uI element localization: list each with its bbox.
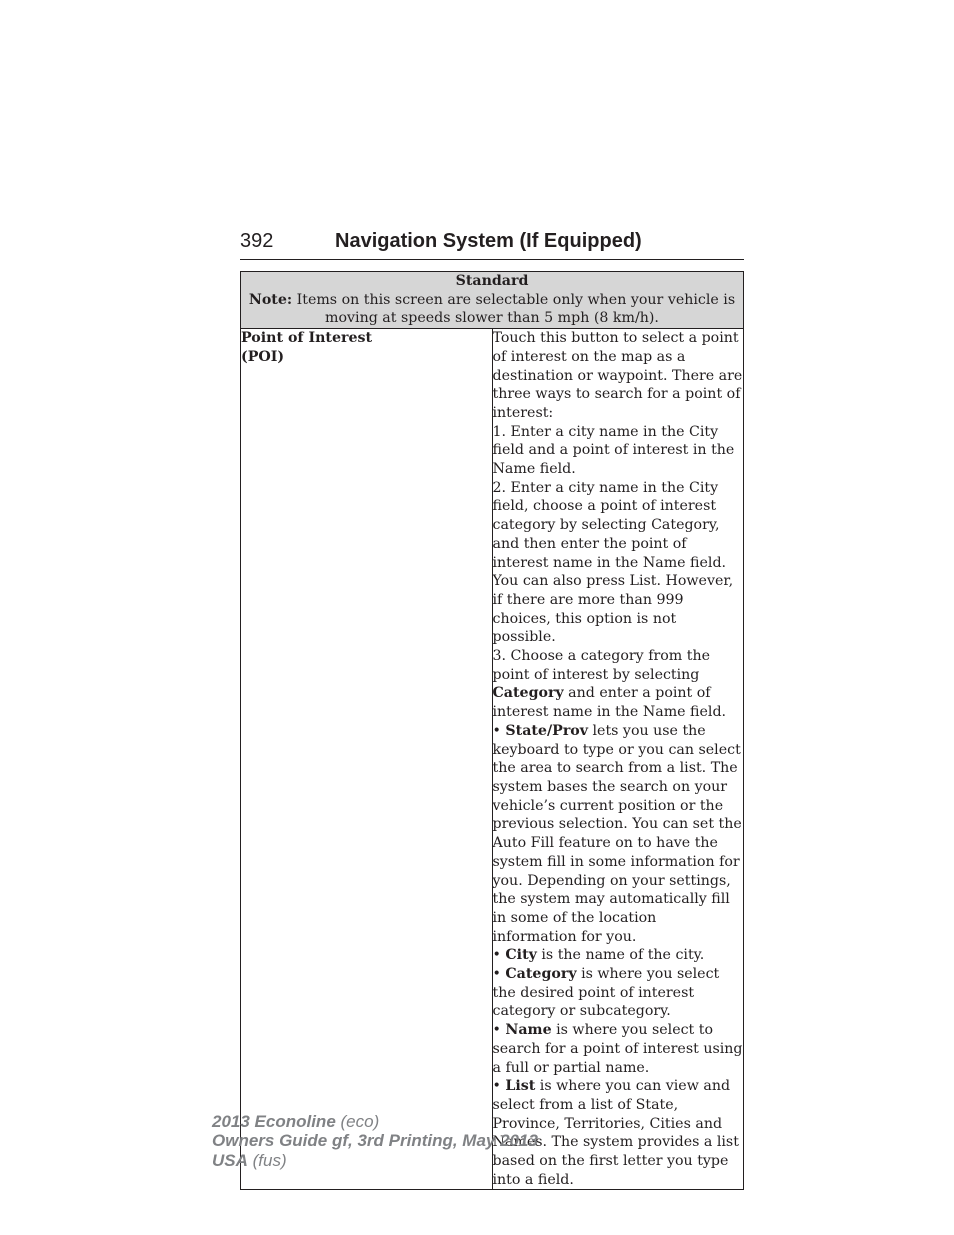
- table-header-row: [241, 272, 744, 329]
- search-way-3-text: 3. Choose a category from the point of interest by selecting: [492, 648, 710, 683]
- footer-guide: Owners Guide gf, 3rd Printing, May 2013: [212, 1131, 538, 1151]
- row-description-cell: [492, 329, 744, 1190]
- footer-market-code: (fus): [247, 1150, 287, 1170]
- table-header-cell: [241, 272, 744, 329]
- list-item: [493, 722, 744, 946]
- bullet-text: lets you use the keyboard to type or you can select the area to search from a list. The system bases the search on your vehicle’s current position or the previous selection. You can set the Auto Fill feature on to have the system fill in some information for you. Depending on your settings, the system may automatically fill in some of the location information for you.: [492, 722, 742, 945]
- bullet-term: Category: [505, 966, 577, 983]
- bullet-icon: •: [492, 966, 506, 983]
- page-number: 392: [240, 230, 274, 252]
- bullet-term: State/Prov: [505, 722, 588, 739]
- footer-model-code: (eco): [335, 1112, 380, 1131]
- list-item: [493, 946, 744, 965]
- bullet-text: is where you select the desired point of interest category or subcategory.: [492, 966, 720, 1020]
- bullet-icon: •: [492, 1078, 506, 1095]
- list-item: [493, 1021, 744, 1077]
- note-text: Items on this screen are selectable only when your vehicle is moving at speeds slower than 5 mph (8 km/h).: [292, 291, 736, 327]
- intro-paragraph: Touch this button to select a point of interest on the map as a destination or waypoint. There are three ways to search for a point of interest:: [492, 330, 743, 421]
- search-way-1: 1. Enter a city name in the City field and a point of interest in the Name field.: [492, 423, 735, 478]
- bullet-text: is the name of the city.: [536, 947, 705, 964]
- list-item: [493, 965, 744, 1021]
- bullet-text: is where you select to search for a point of interest using a full or partial name.: [492, 1022, 743, 1076]
- footer-model: 2013 Econoline: [212, 1112, 336, 1131]
- bullet-icon: •: [492, 1022, 506, 1039]
- search-way-3: [493, 647, 744, 722]
- note-label: Note:: [248, 291, 293, 308]
- bullet-term: City: [505, 947, 537, 964]
- bullet-text: is where you can view and select from a list of State, Province, Territories, Cities and Names. The system provides a list based on the first letter you type into a field.: [492, 1078, 739, 1188]
- footer-model-line: [212, 1112, 538, 1131]
- search-way-3-rest: and enter a point of interest name in the Name field.: [492, 685, 727, 721]
- feature-table: [240, 271, 744, 1190]
- page-header: [240, 229, 744, 260]
- table-heading: Standard: [455, 273, 529, 289]
- table-row: [241, 329, 744, 1190]
- bullet-term: Name: [505, 1022, 552, 1039]
- search-way-2: 2. Enter a city name in the City field, choose a point of interest category by selecting Category, and then enter the point of interest name in the Name field. You can also press List. However, if there are more than 999 choices, this option is not possible.: [492, 479, 734, 646]
- bullet-icon: •: [492, 947, 506, 964]
- page-title: Navigation System (If Equipped): [335, 230, 642, 252]
- bullet-icon: •: [492, 722, 506, 739]
- page-footer: [212, 1112, 538, 1170]
- bullet-term: List: [505, 1078, 536, 1095]
- row-label-cell: [241, 329, 493, 1190]
- footer-market: USA: [212, 1150, 248, 1170]
- row-label-line1: Point of Interest: [241, 330, 373, 347]
- search-way-3-term: Category: [492, 685, 564, 702]
- footer-market-line: [212, 1151, 538, 1170]
- row-label-line2: (POI): [241, 348, 285, 365]
